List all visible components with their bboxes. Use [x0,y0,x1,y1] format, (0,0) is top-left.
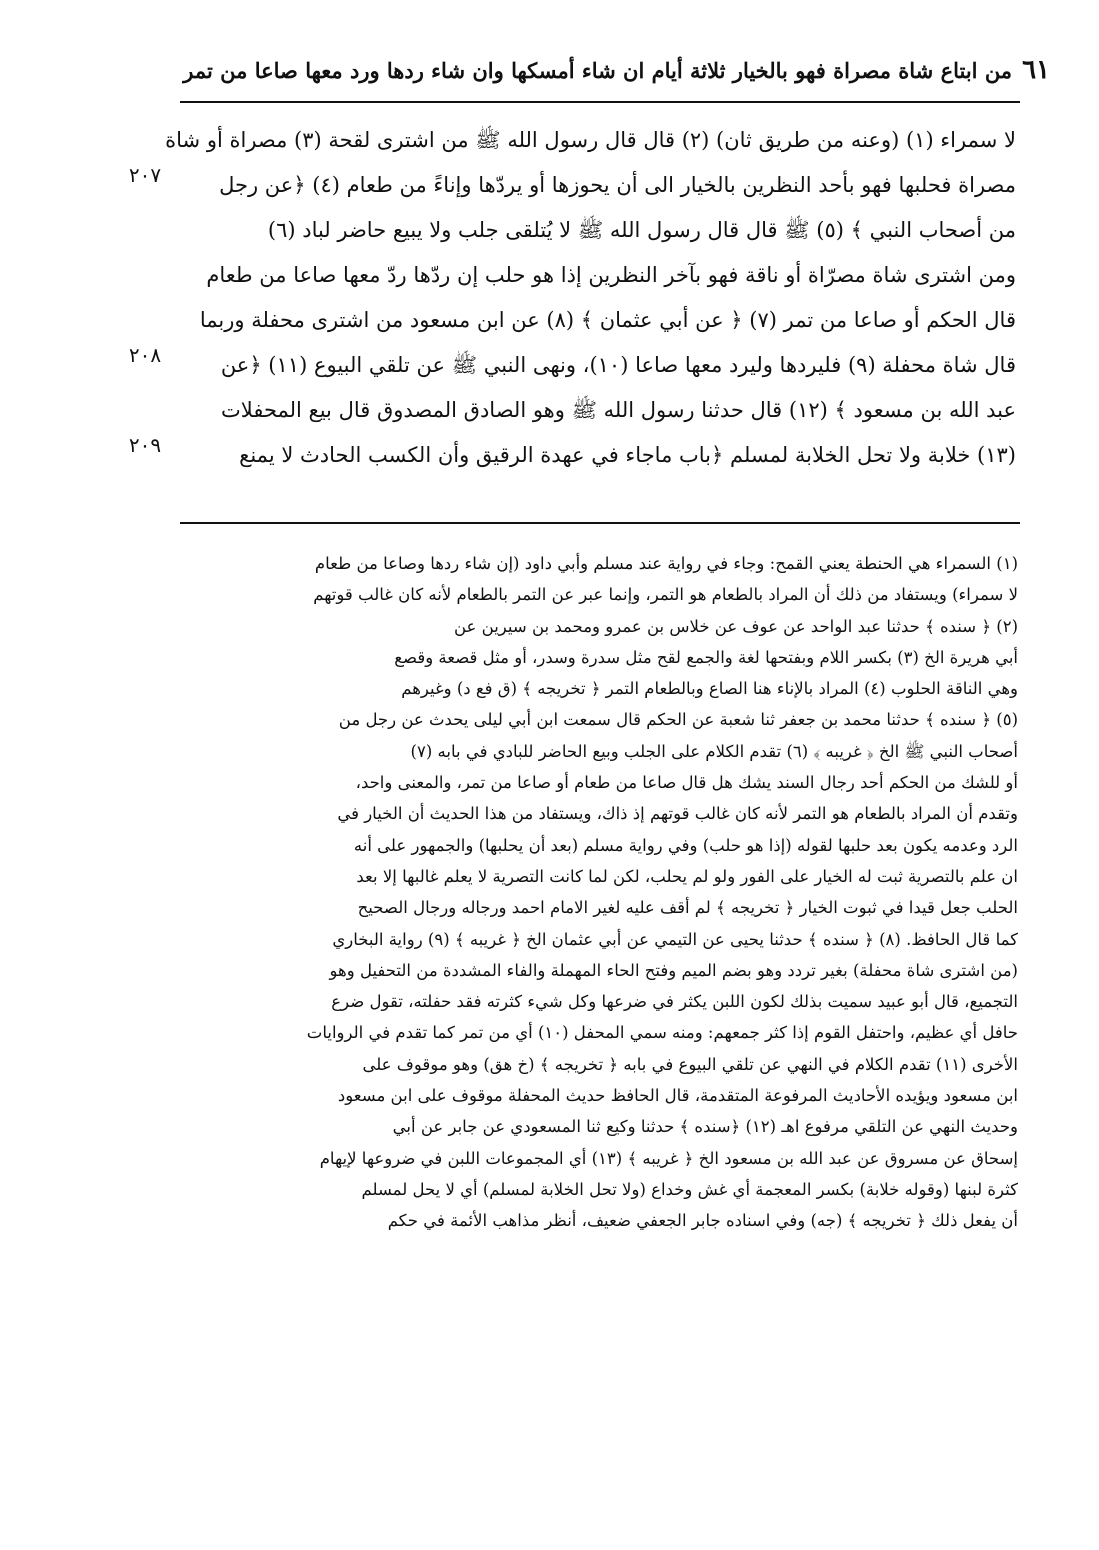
footnote-line: التجميع، قال أبو عبيد سميت بذلك لكون اللبن يكثر في ضرعها وكل شيء كثرته فقد حفلته، تقول ضرع [331,992,1018,1012]
footnote-line: إسحاق عن مسروق عن عبد الله بن مسعود الخ ﴿ غريبه ﴾ (١٣) أي المجموعات اللبن في ضروعها لإيهام [319,1148,1018,1168]
page-number: ٦١ [1022,55,1050,85]
hadith-number: ٢٠٩ [128,433,162,457]
footnote-line: الحلب جعل قيدا في ثبوت الخيار ﴿ تخريجه ﴾ لم أقف عليه لغير الامام احمد ورجاله ورجال الصحيح [357,898,1018,918]
footnote-line: (٥) ﴿ سنده ﴾ حدثنا محمد بن جعفر ثنا شعبة عن الحكم قال سمعت ابن أبي ليلى يحدث عن رجل من [338,710,1018,730]
hadith-number: ٢٠٧ [128,163,162,187]
footnote-line: (٢) ﴿ سنده ﴾ حدثنا عبد الواحد عن عوف عن خلاس بن عمرو ومحمد بن سيرين عن [454,616,1018,636]
footnote-line: أصحاب النبي ﷺ الخ ﴿ غريبه ﴾ (٦) تقدم الكلام على الجلب وبيع الحاضر للبادي في بابه (٧) [410,741,1018,761]
footnote-line: كثرة لبنها (وقوله خلابة) بكسر المعجمة أي غش وخداع (ولا تحل الخلابة لمسلم) أي لا يحل لمسلم [361,1179,1018,1199]
footnote-line: كما قال الحافظ. (٨) ﴿ سنده ﴾ حدثنا يحيى عن التيمي عن أبي عثمان الخ ﴿ غريبه ﴾ (٩) رواية البخاري [332,929,1018,949]
footnote-line: وهي الناقة الحلوب (٤) المراد بالإناء هنا الصاع وبالطعام التمر ﴿ تخريجه ﴾ (ق فع د) وغيرهم [401,679,1018,699]
text-line: قال شاة محفلة (٩) فليردها وليرد معها صاعا (١٠)، ونهى النبي ﷺ عن تلقي البيوع (١١) ﴿عن [220,353,1016,377]
text-line: ومن اشترى شاة مصرّاة أو ناقة فهو بآخر النظرين إذا هو حلب إن ردّها ردّ معها صاعا من طعام [206,263,1016,287]
footnote-line: الرد وعدمه يكون بعد حلبها لقوله (إذا هو حلب) وفي رواية مسلم (بعد أن يحلبها) والجمهور على أنه [353,835,1018,855]
footnote-line: أو للشك من الحكم أحد رجال السند يشك هل قال صاعا من طعام أو صاعا من تمر، والمعنى واحد، [355,773,1018,793]
footnote-line: أبي هريرة الخ (٣) بكسر اللام وبفتحها لغة والجمع لقح مثل سدرة وسدر، أو مثل قصعة وقصع [394,647,1018,667]
footnotes [184,548,1018,1237]
footnote-divider [180,522,1020,524]
header-divider [180,101,1020,103]
footnote-line: (من اشترى شاة محفلة) بغير تردد وهو بضم الميم وفتح الحاء المهملة والفاء المشددة من التحفيل وهو [329,960,1018,980]
footnote-line: الأخرى (١١) تقدم الكلام في النهي عن تلقي البيوع في بابه ﴿ تخريجه ﴾ (خ هق) وهو موقوف على [362,1054,1018,1074]
hadith-number: ٢٠٨ [128,343,162,367]
footnote-line: (١) السمراء هي الحنطة يعني القمح: وجاء في رواية عند مسلم وأبي داود (إن شاء ردها وصاعا من طعام [314,554,1018,573]
footnote-line: لا سمراء) ويستفاد من ذلك أن المراد بالطعام هو التمر، وإنما عبر عن التمر بالطعام لأنه كان غالب قوتهم [313,585,1018,605]
footnote-line: أن يفعل ذلك ﴿ تخريجه ﴾ (جه) وفي اسناده جابر الجعفي ضعيف، أنظر مذاهب الأئمة في حكم [387,1211,1018,1231]
text-line: عبد الله بن مسعود ﴾ (١٢) قال حدثنا رسول الله ﷺ وهو الصادق المصدوق قال بيع المحفلات [221,398,1016,422]
hadith-text [165,118,1016,478]
footnote-line: ابن مسعود ويؤيده الأحاديث المرفوعة المتقدمة، قال الحافظ حديث المحفلة موقوف على ابن مسعود [337,1086,1018,1106]
footnote-line: ان علم بالتصرية ثبت له الخيار على الفور ولو لم يحلب، لكن لما كانت التصرية لا يعلم غالبها إلا بعد [356,866,1018,886]
text-line: لا سمراء (١) (وعنه من طريق ثان) (٢) قال قال رسول الله ﷺ من اشترى لقحة (٣) مصراة أو شاة [165,128,1016,152]
footnote-line: وتقدم أن المراد بالطعام هو التمر لأنه كان غالب قوتهم إذ ذاك، ويستفاد من هذا الحديث أن الخيار في [337,804,1018,824]
text-line: من أصحاب النبي ﴾ (٥) ﷺ قال قال رسول الله ﷺ لا يُتلقى جلب ولا يبيع حاضر لباد (٦) [267,218,1016,242]
footnote-line: حافل أي عظيم، واحتفل القوم إذا كثر جمعهم: ومنه سمي المحفل (١٠) أي من تمر كما تقدم في الروايات [306,1023,1018,1043]
text-line: مصراة فحلبها فهو بأحد النظرين بالخيار الى أن يحوزها أو يردّها وإناءً من طعام (٤) ﴿عن رجل [219,173,1016,197]
running-title: من ابتاع شاة مصراة فهو بالخيار ثلاثة أيام ان شاء أمسكها وان شاء ردها ورد معها صاعا من تمر [183,57,1013,83]
text-line: (١٣) خلابة ولا تحل الخلابة لمسلم ﴿باب ماجاء في عهدة الرقيق وأن الكسب الحادث لا يمنع [239,443,1016,467]
footnote-line: وحديث النهي عن التلقي مرفوع اهـ (١٢) ﴿سنده ﴾ حدثنا وكيع ثنا المسعودي عن جابر عن أبي [392,1117,1018,1137]
text-line: قال الحكم أو صاعا من تمر (٧) ﴿ عن أبي عثمان ﴾ (٨) عن ابن مسعود من اشترى محفلة وربما [199,308,1016,332]
running-header [170,48,1050,92]
